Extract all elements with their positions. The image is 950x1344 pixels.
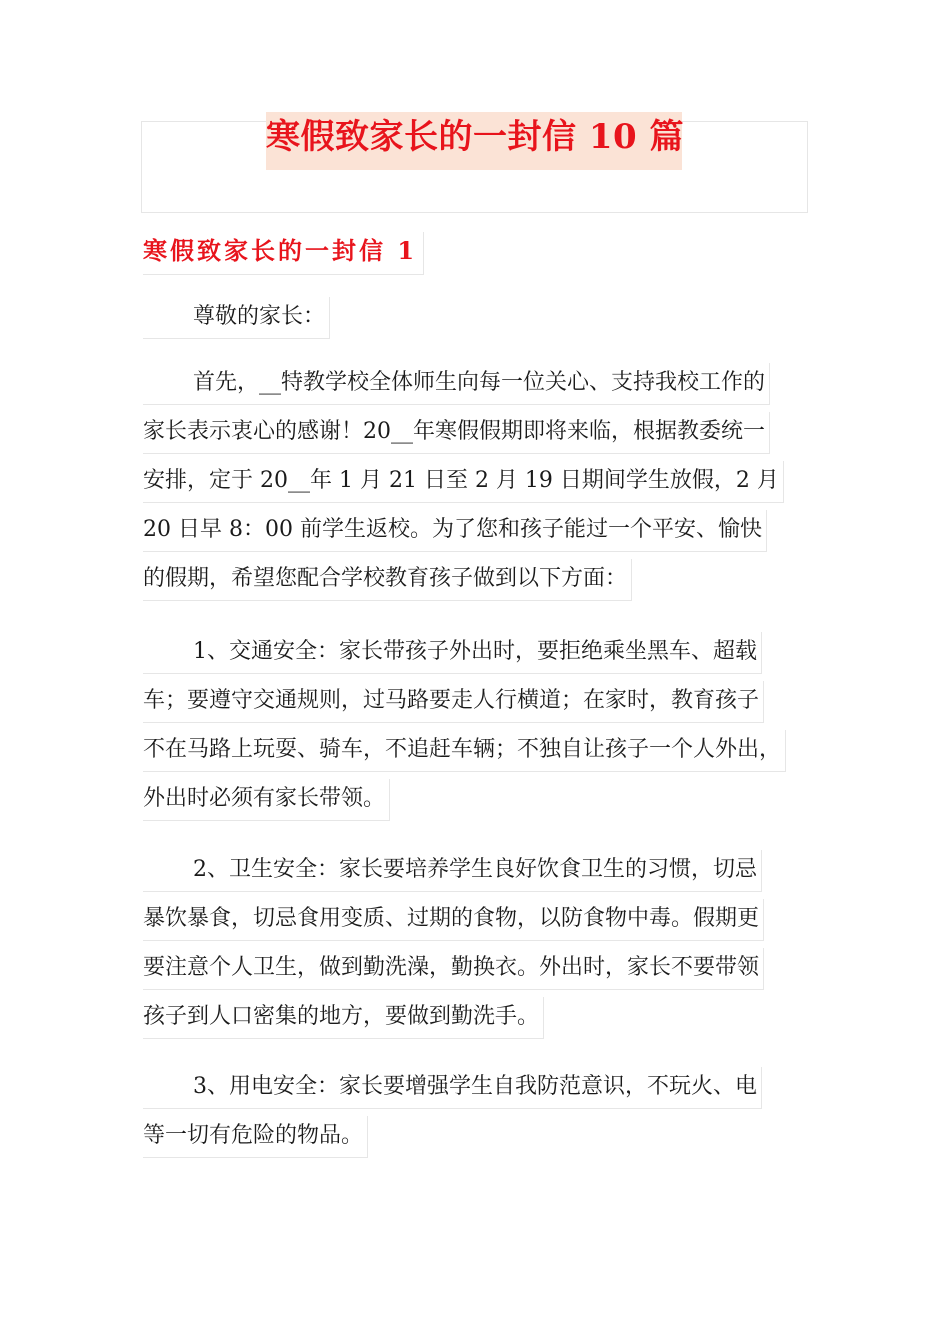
paragraph-1-line-4: 20 日早 8：00 前学生返校。为了您和孩子能过一个平安、愉快 (143, 510, 767, 552)
paragraph-2-line-2: 车；要遵守交通规则，过马路要走人行横道；在家时，教育孩子 (143, 681, 764, 723)
paragraph-4-line-2: 等一切有危险的物品。 (143, 1116, 368, 1158)
paragraph-1-line-1: 首先，__特教学校全体师生向每一位关心、支持我校工作的 (143, 363, 770, 405)
paragraph-3-line-2: 暴饮暴食，切忌食用变质、过期的食物，以防食物中毒。假期更 (143, 899, 764, 941)
paragraph-4-line-1: 3、用电安全：家长要增强学生自我防范意识，不玩火、电 (143, 1067, 762, 1109)
document-title: 寒假致家长的一封信 10 篇 (266, 112, 682, 170)
paragraph-1-line-5: 的假期，希望您配合学校教育孩子做到以下方面： (143, 559, 632, 601)
paragraph-3-line-3: 要注意个人卫生，做到勤洗澡，勤换衣。外出时，家长不要带领 (143, 948, 764, 990)
paragraph-2-line-1: 1、交通安全：家长带孩子外出时，要拒绝乘坐黑车、超载 (143, 632, 762, 674)
greeting: 尊敬的家长： (143, 297, 330, 339)
section-heading: 寒假致家长的一封信 1 (143, 232, 424, 275)
paragraph-1-line-2: 家长表示衷心的感谢！20__年寒假假期即将来临，根据教委统一 (143, 412, 770, 454)
paragraph-3-line-1: 2、卫生安全：家长要培养学生良好饮食卫生的习惯，切忌 (143, 850, 762, 892)
paragraph-2-line-3: 不在马路上玩耍、骑车，不追赶车辆；不独自让孩子一个人外出， (143, 730, 786, 772)
paragraph-1-line-3: 安排，定于 20__年 1 月 21 日至 2 月 19 日期间学生放假，2 月 (143, 461, 784, 503)
paragraph-3-line-4: 孩子到人口密集的地方，要做到勤洗手。 (143, 997, 544, 1039)
paragraph-2-line-4: 外出时必须有家长带领。 (143, 779, 390, 821)
